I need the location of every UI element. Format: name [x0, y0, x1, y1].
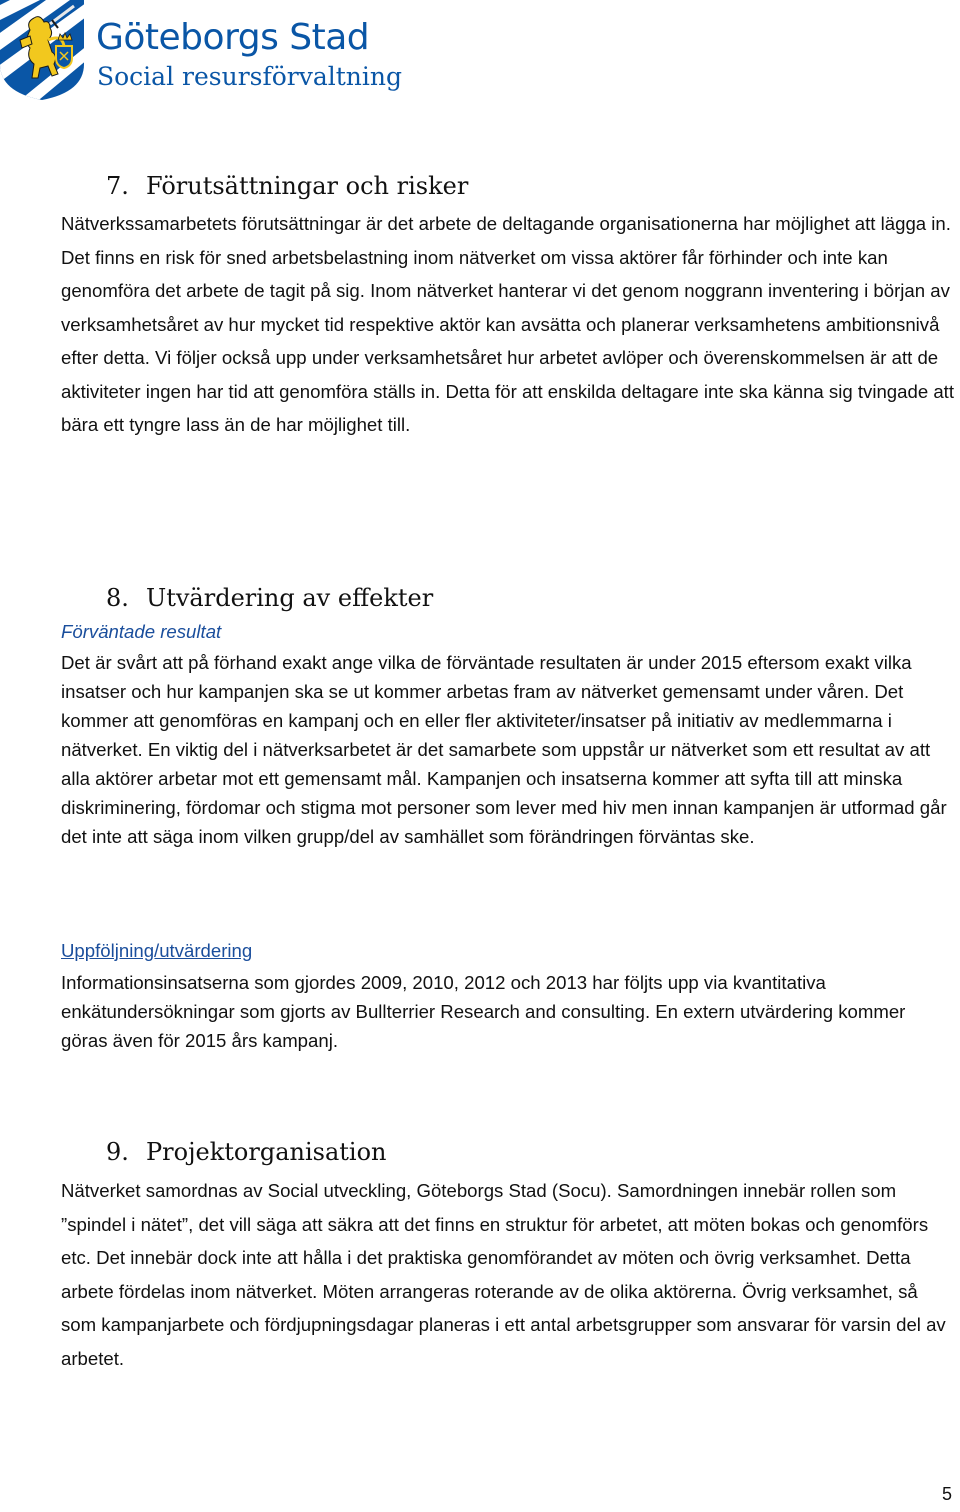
section-title: Utvärdering av effekter	[146, 583, 434, 612]
section-number: 9.	[106, 1137, 129, 1166]
brand-subtitle: Social resursförvaltning	[97, 62, 403, 91]
section-7-paragraph: Nätverkssamarbetets förutsättningar är det arbete de deltagande organisationerna har möjlighet att lägga in. Det finns en risk för sned arbetsbelastning inom nätverket om vissa aktörer får förhinder och inte kan genomföra det arbete de tagit på sig. Inom nätverket hanterar vi det genom noggrann inventering i början av verksamhetsåret av hur mycket tid respektive aktör kan avsätta och planerar verksamhetens ambitionsnivå efter detta. Vi följer också upp under verksamhetsåret hur arbetet avlöper och överenskommelsen är att de aktiviteter ingen har tid att genomföra ställs in. Detta för att enskilda deltagare inte ska känna sig tvingade att bära ett tyngre lass än de har möjlighet till.	[61, 213, 955, 435]
section-7-heading	[106, 172, 468, 200]
follow-up-heading: Uppföljning/utvärdering	[61, 940, 253, 961]
expected-results-paragraph: Det är svårt att på förhand exakt ange vilka de förväntade resultaten är under 2015 eftersom exakt vilka insatser och hur kampanjen ska se ut kommer arbetas fram av nätverket gemensamt under våren. Det kommer att genomföras en kampanj och en eller fler aktiviteter/insatser på initiativ av medlemmarna i nätverket. En viktig del i nätverksarbetet är det samarbete som uppstår ur nätverket som ett resultat av att alla aktörer arbetar mot ett gemensamt mål. Kampanjen och insatserna kommer att syfta till att minska diskriminering, fördomar och stigma mot personer som lever med hiv men innan kampanjen är utformad går det inte att säga inom vilken grupp/del av samhället som förändringen förväntas ske.	[61, 652, 947, 847]
section-title: Förutsättningar och risker	[146, 171, 469, 200]
section-number: 7.	[106, 171, 129, 200]
section-9-paragraph: Nätverket samordnas av Social utveckling, Göteborgs Stad (Socu). Samordningen innebär rollen som ”spindel i nätet”, det vill säga att säkra att det finns en struktur för arbetet, att möten bokas och genomförs etc. Det innebär dock inte att hålla i det praktiska genomförandet av möten och övrig verksamhet. Detta arbete fördelas inom nätverket. Möten arrangeras roterande av de olika aktörerna. Övrig verksamhet, så som kampanjarbete och fördjupningsdagar planeras i ett antal arbetsgrupper som ansvarar för varsin del av arbetet.	[61, 1180, 946, 1369]
section-9-heading	[106, 1138, 386, 1166]
section-8-heading	[106, 584, 433, 612]
brand-title: Göteborgs Stad	[96, 17, 370, 58]
section-number: 8.	[106, 583, 129, 612]
follow-up-paragraph: Informationsinsatserna som gjordes 2009, 2010, 2012 och 2013 har följts upp via kvantitativa enkätundersökningar som gjorts av Bullterrier Research and consulting. En extern utvärdering kommer göras även för 2015 års kampanj.	[61, 972, 906, 1051]
expected-results-heading: Förväntade resultat	[61, 621, 222, 642]
section-title: Projektorganisation	[146, 1137, 387, 1166]
page-number: 5	[941, 1484, 952, 1504]
city-emblem-logo	[0, 0, 84, 100]
